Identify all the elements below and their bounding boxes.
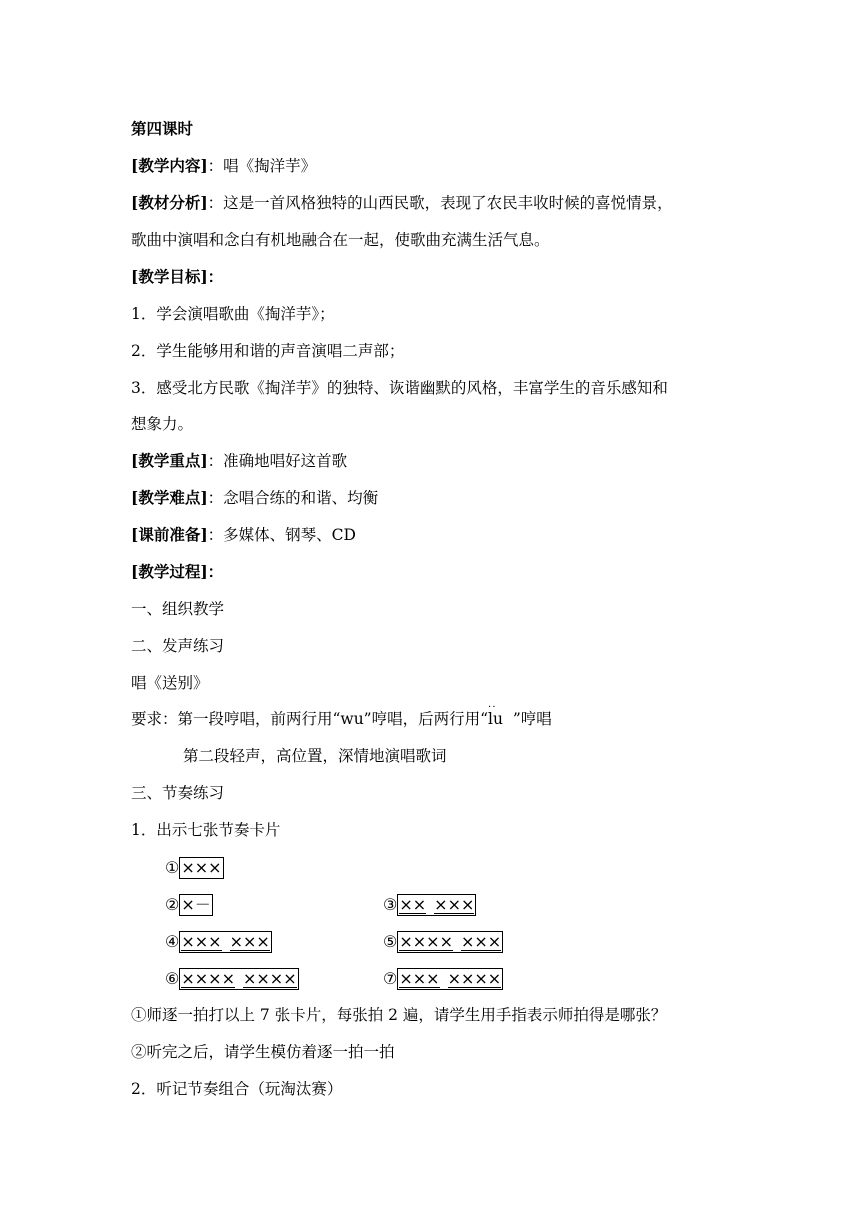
card-group: ×××× xyxy=(242,969,297,988)
rhythm-card-3 xyxy=(383,892,476,917)
card-group: ×××× xyxy=(399,932,453,951)
card-group: ××× xyxy=(460,932,502,951)
material-analysis-label: [教材分析] xyxy=(131,193,208,212)
step-rhythm: 三、节奏练习 xyxy=(131,784,225,802)
card-group: ×－ xyxy=(181,895,211,914)
card-group: ××× xyxy=(399,969,440,988)
card-group: ××× xyxy=(181,932,222,951)
step-song: 唱《送别》 xyxy=(131,674,209,692)
material-analysis-text-2: 歌曲中演唱和念白有机地融合在一起，使歌曲充满生活气息。 xyxy=(131,231,550,249)
card-group: ×××× xyxy=(447,969,502,988)
difficulty xyxy=(131,487,378,509)
preparation xyxy=(131,524,356,546)
teaching-goals-colon: ： xyxy=(207,267,224,286)
card-group: ××× xyxy=(229,932,270,951)
requirement-2: 第二段轻声，高位置，深情地演唱歌词 xyxy=(183,747,447,765)
difficulty-text: ：念唱合练的和谐、均衡 xyxy=(207,489,379,507)
card-group: ××× xyxy=(181,858,222,877)
goal-item-2: 2．学生能够用和谐的声音演唱二声部； xyxy=(131,342,405,360)
rhythm-card-6 xyxy=(165,966,299,991)
card-box xyxy=(397,968,503,990)
lesson-title: 第四课时 xyxy=(131,119,194,138)
rhythm-card-4 xyxy=(165,929,272,954)
card-number: ③ xyxy=(383,895,398,914)
rhythm-card-7 xyxy=(383,966,503,991)
key-point-label: [教学重点] xyxy=(131,451,208,470)
preparation-label: [课前准备] xyxy=(131,525,208,544)
card-number: ④ xyxy=(165,932,180,951)
card-number: ⑥ xyxy=(165,969,180,988)
material-analysis-text-1: ：这是一首风格独特的山西民歌，表现了农民丰收时候的喜悦情景， xyxy=(207,194,673,212)
card-box xyxy=(179,968,298,990)
teaching-process-colon: ： xyxy=(207,562,224,581)
key-point xyxy=(131,450,347,472)
difficulty-label: [教学难点] xyxy=(131,488,208,507)
requirement-1-prefix: 要求：第一段哼唱，前两行用“wu”哼唱，后两行用“ xyxy=(131,710,489,728)
teaching-goals xyxy=(131,266,223,288)
card-group: ×× xyxy=(399,895,427,914)
teaching-content xyxy=(131,155,316,177)
card-number: ① xyxy=(165,858,180,877)
step-organize: 一、组织教学 xyxy=(131,600,225,618)
step-rhythm-dictation: 2．听记节奏组合（玩淘汰赛） xyxy=(131,1080,343,1098)
teaching-process-label: [教学过程] xyxy=(131,562,208,581)
teaching-content-label: [教学内容] xyxy=(131,156,208,175)
teaching-goals-label: [教学目标] xyxy=(131,267,208,286)
preparation-text: ：多媒体、钢琴、CD xyxy=(207,526,356,544)
requirement-1 xyxy=(131,708,552,730)
requirement-1-suffix: ”哼唱 xyxy=(502,710,552,728)
goal-item-3-cont: 想象力。 xyxy=(131,415,194,433)
note-2: ②听完之后，请学生模仿着逐一拍一拍 xyxy=(131,1043,395,1061)
goal-item-1: 1．学会演唱歌曲《掏洋芋》； xyxy=(131,305,335,323)
step-vocal: 二、发声练习 xyxy=(131,637,225,655)
card-box xyxy=(179,894,212,916)
card-number: ② xyxy=(165,895,180,914)
rhythm-card-1 xyxy=(165,855,224,880)
key-point-text: ：准确地唱好这首歌 xyxy=(207,452,348,470)
card-box xyxy=(397,931,503,953)
card-box xyxy=(397,894,476,916)
card-group: ×××× xyxy=(181,969,235,988)
requirement-lu: · · lu xyxy=(488,710,503,728)
card-group: ××× xyxy=(434,895,475,914)
rhythm-card-5 xyxy=(383,929,503,954)
rhythm-card-2 xyxy=(165,892,213,917)
card-number: ⑦ xyxy=(383,969,398,988)
note-1: ①师逐一拍打以上 7 张卡片，每张拍 2 遍，请学生用手指表示师拍得是哪张？ xyxy=(131,1006,667,1024)
teaching-content-text: ：唱《掏洋芋》 xyxy=(207,157,317,175)
card-number: ⑤ xyxy=(383,932,398,951)
card-box xyxy=(179,857,223,879)
card-box xyxy=(179,931,271,953)
step-rhythm-cards: 1．出示七张节奏卡片 xyxy=(131,821,281,839)
material-analysis xyxy=(131,192,673,214)
teaching-process xyxy=(131,561,223,583)
goal-item-3: 3．感受北方民歌《掏洋芋》的独特、诙谐幽默的风格，丰富学生的音乐感知和 xyxy=(131,379,668,397)
